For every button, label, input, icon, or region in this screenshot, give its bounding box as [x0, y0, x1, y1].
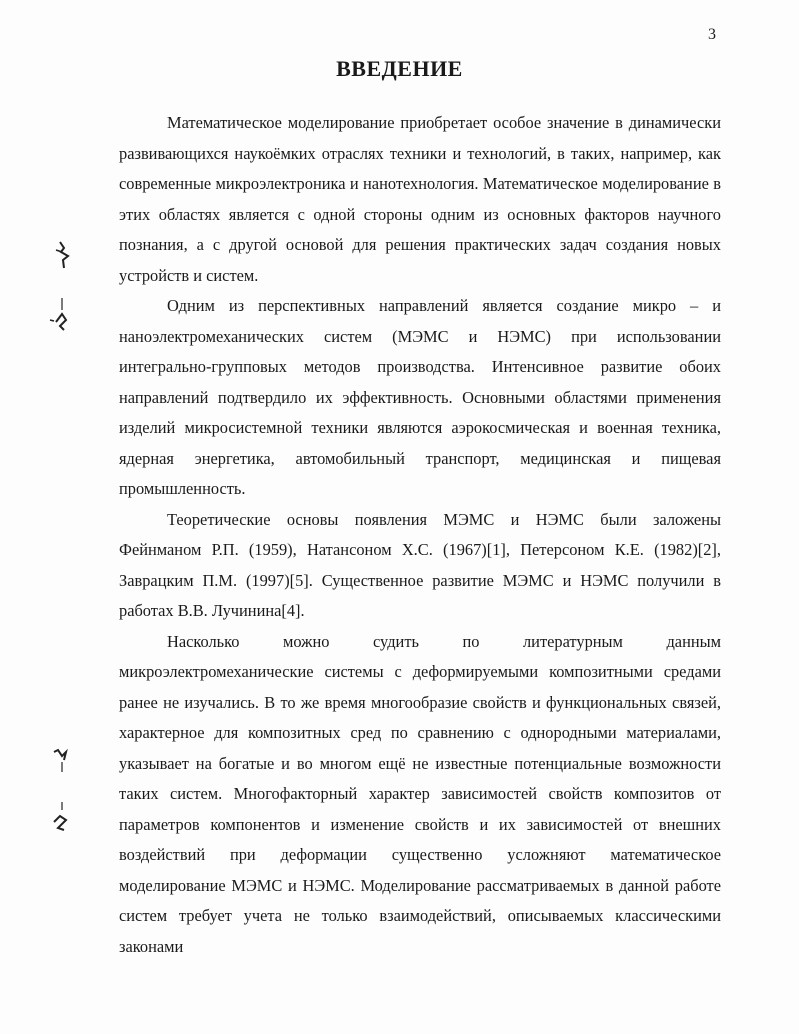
paragraph: Теоретические основы появления МЭМС и НЭМС были заложены Фейнманом Р.П. (1959), Натансоном Х.С. (1967)[1], Петерсоном К.Е. (1982)[2], Заврацким П.М. (1997)[5]. Существенное развитие МЭМС и НЭМС получили в работах В.В. Лучинина[4].: [119, 509, 721, 620]
paragraph: Одним из перспективных направлений является создание микро – и наноэлектромеханических систем (МЭМС и НЭМС) при использовании интегрально-групповых методов производства. Интенсивное развитие обоих направлений подтвердило их эффективность. Основными областями применения изделий микросистемной техники являются аэрокосмическая и военная техника, ядерная энергетика, автомобильный транспорт, медицинская и пищевая промышленность.: [119, 296, 721, 498]
paragraph: Математическое моделирование приобретает особое значение в динамически развивающихся наукоёмких отраслях техники и технологий, в таких, например, как современные микроэлектроника и нанотехнология. Математическое моделирование в этих областях является с одной стороны одним из основных факторов научного познания, а с другой основой для решения практических задач создания новых устройств и систем.: [119, 113, 721, 285]
scan-mark: [48, 740, 78, 780]
scan-mark: [48, 238, 78, 278]
body-text: [119, 108, 721, 962]
scan-mark: [46, 296, 76, 336]
paragraph: Насколько можно судить по литературным данным микроэлектромеханические системы с деформируемыми композитными средами ранее не изучались. В то же время многообразие свойств и функциональных связей, характерное для композитных сред по сравнению с однородными материалами, указывает на богатые и во многом ещё не известные потенциальные возможности таких систем. Многофакторный характер зависимостей свойств композитов от параметров компонентов и изменение свойств и их зависимостей от внешних воздействий при деформации существенно усложняют математическое моделирование МЭМС и НЭМС. Моделирование рассматриваемых в данной работе систем требует учета не только взаимодействий, описываемых классическими законами: [119, 631, 721, 956]
scan-artifacts: [40, 0, 80, 1034]
scan-mark: [46, 800, 76, 840]
page-number: 3: [708, 26, 716, 43]
page-title: ВВЕДЕНИЕ: [336, 56, 463, 81]
